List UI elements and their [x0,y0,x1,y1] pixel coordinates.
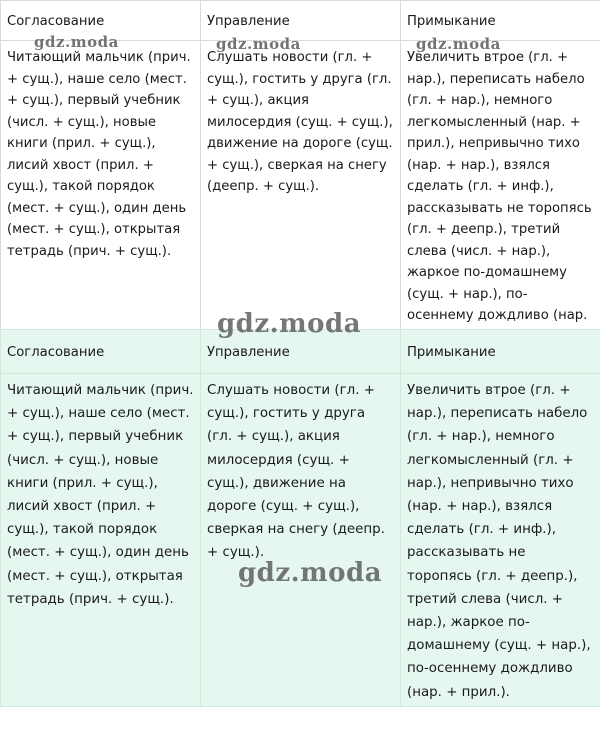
header-government: Управление [201,1,401,41]
table-bottom [0,329,600,707]
watermark-logo: gdz.moda [238,558,383,588]
header-adjunction: Примыкание [401,1,600,41]
header-agreement: Согласование [1,330,201,374]
header-adjunction: Примыкание [401,330,600,374]
cell-government: Слушать новости (гл. + сущ.), гостить у друга (гл. + сущ.), акция милосердия (сущ. + сущ.), движение на дороге (сущ. + сущ.), сверкая на снегу (деепр. + сущ.). [201,41,401,349]
table-row [1,374,600,707]
watermark-logo: gdz.moda [416,35,501,53]
cell-agreement: Читающий мальчик (прич. + сущ.), наше село (мест. + сущ.), первый учебник (числ. + сущ.), новые книги (прил. + сущ.), лисий хвост (прил. + сущ.), такой порядок (мест. + сущ.), один день (мест. + сущ.), открытая тетрадь (прич. + сущ.). [1,374,201,707]
table-row [1,41,600,349]
header-agreement: Согласование [1,1,201,41]
header-government: Управление [201,330,401,374]
cell-government: Слушать новости (гл. + сущ.), гостить у друга (гл. + сущ.), акция милосердия (сущ. + сущ.), движение на дороге (сущ. + сущ.), сверкая на снегу (деепр. + сущ.). [201,374,401,707]
watermark-logo: gdz.moda [217,309,362,339]
cell-agreement: Читающий мальчик (прич. + сущ.), наше село (мест. + сущ.), первый учебник (числ. + сущ.), новые книги (прил. + сущ.), лисий хвост (прил. + сущ.), такой порядок (мест. + сущ.), один день (мест. + сущ.), открытая тетрадь (прич. + сущ.). [1,41,201,349]
watermark-logo: gdz.moda [34,33,119,51]
watermark-logo: gdz.moda [216,35,301,53]
cell-adjunction: Увеличить втрое (гл. + нар.), переписать набело (гл. + нар.), немного легкомысленный (гл. + нар.), непривычно тихо (нар. + нар.), взялся сделать (гл. + инф.), рассказывать не торопясь (гл. + деепр.), третий слева (числ. + нар.), жаркое по-домашнему (сущ. + нар.), по-осеннему дождливо (нар. + прил.). [401,374,600,707]
cell-adjunction: Увеличить втрое (гл. + нар.), переписать набело (гл. + нар.), немного легкомысленный (нар. + прил.), непривычно тихо (нар. + нар.), взялся сделать (гл. + инф.), рассказывать не торопясь (гл. + деепр.), третий слева (числ. + нар.), жаркое по-домашнему (сущ. + нар.), по-осеннему дождливо (нар. [401,41,600,349]
